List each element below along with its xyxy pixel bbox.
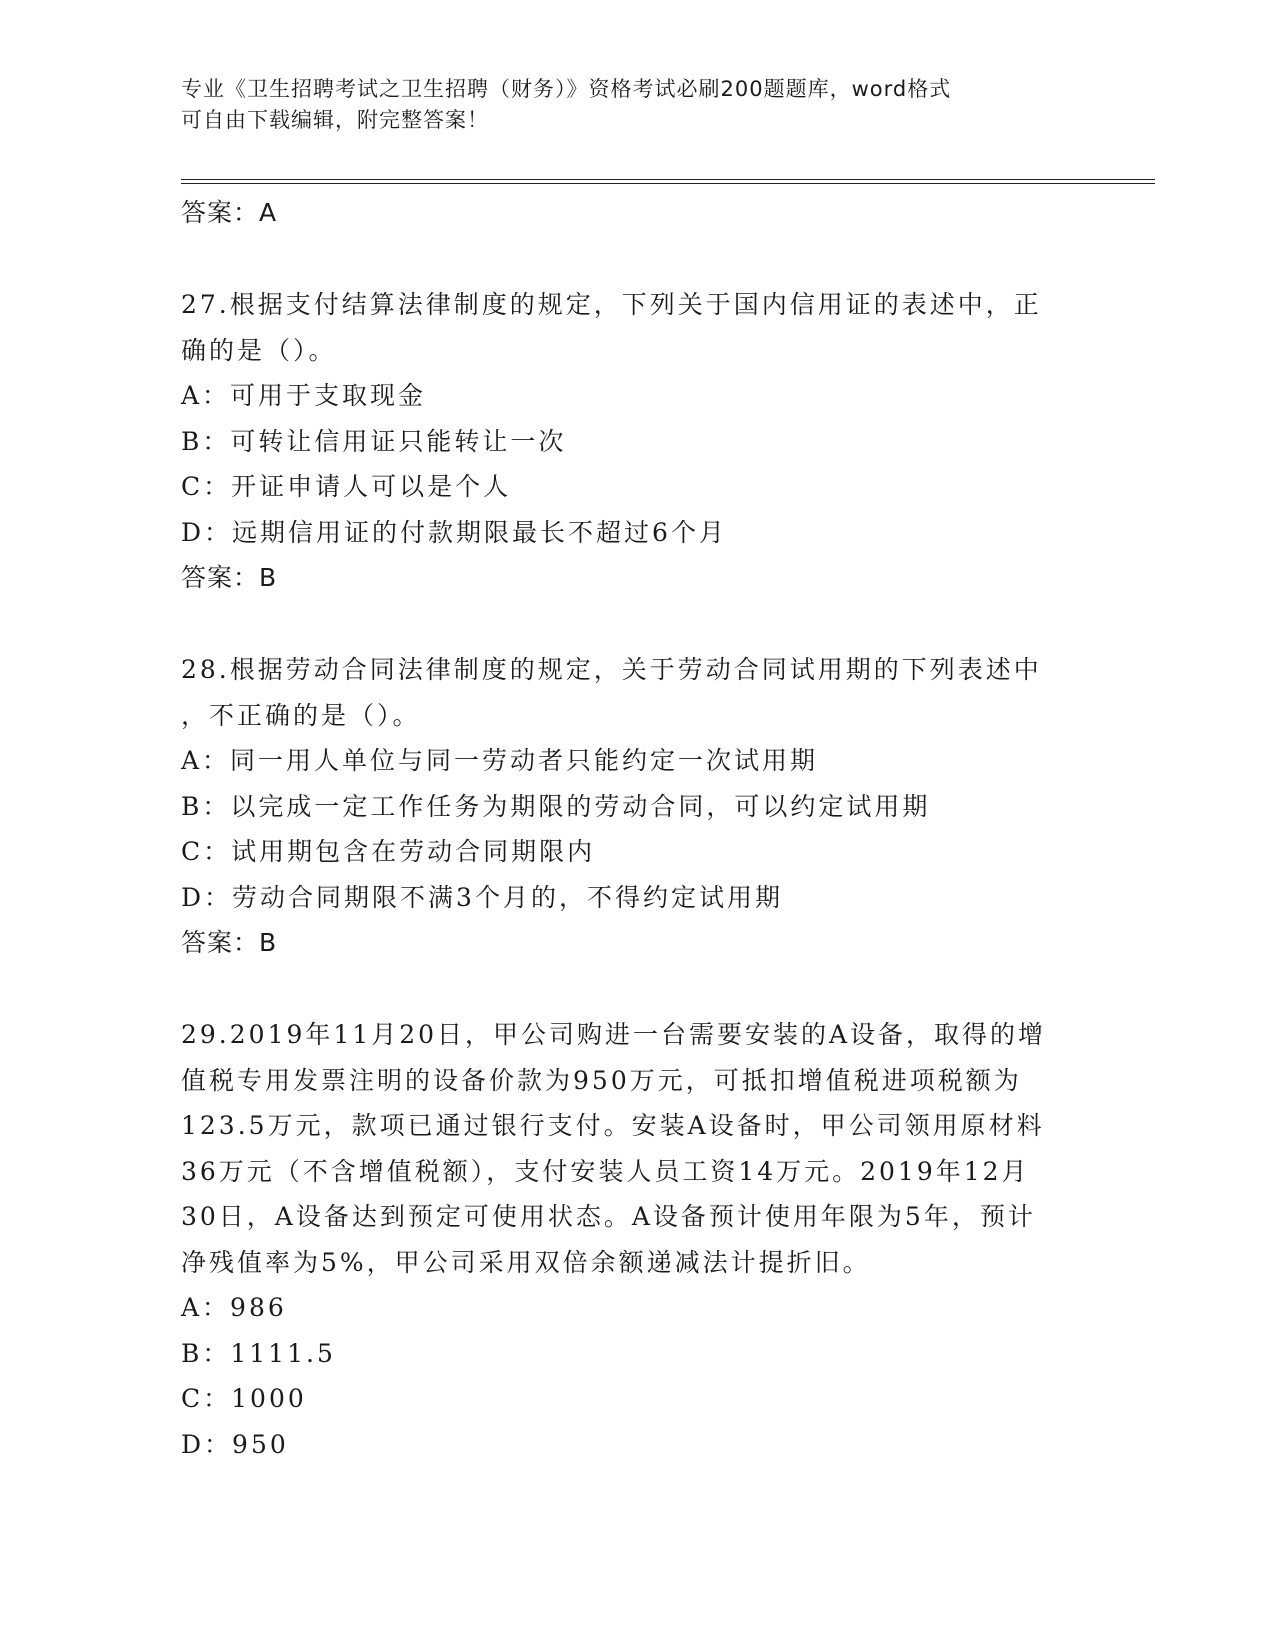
option-a: A：可用于支取现金: [181, 381, 427, 410]
question-text-line: 28.根据劳动合同法律制度的规定，关于劳动合同试用期的下列表述中: [181, 655, 1042, 684]
answer-line: 答案：B: [181, 563, 278, 592]
header-divider: [181, 179, 1155, 184]
answer-line: 答案：A: [181, 198, 278, 227]
question-text-line: 29.2019年11月20日，甲公司购进一台需要安装的A设备，取得的增: [181, 1020, 1047, 1049]
question-text-line: 净残值率为5%，甲公司采用双倍余额递减法计提折旧。: [181, 1247, 871, 1277]
option-b: B：以完成一定工作任务为期限的劳动合同，可以约定试用期: [181, 791, 931, 821]
option-b: B：1111.5: [181, 1338, 336, 1368]
option-a: A：986: [181, 1293, 287, 1322]
header-line-1: 专业《卫生招聘考试之卫生招聘（财务）》资格考试必刷200题题库，word格式: [181, 77, 952, 101]
document-header: [181, 74, 1061, 136]
question-27: [181, 282, 1081, 601]
option-c: C：开证申请人可以是个人: [181, 472, 512, 501]
question-28: [181, 647, 1081, 966]
option-d: D：劳动合同期限不满3个月的，不得约定试用期: [181, 882, 783, 912]
spacer: [181, 601, 1081, 647]
question-list: [181, 190, 1081, 1467]
option-b: B：可转让信用证只能转让一次: [181, 426, 567, 456]
option-c: C：试用期包含在劳动合同期限内: [181, 837, 596, 866]
option-a: A：同一用人单位与同一劳动者只能约定一次试用期: [181, 746, 819, 775]
question-text-line: 值税专用发票注明的设备价款为950万元，可抵扣增值税进项税额为: [181, 1065, 1022, 1095]
question-29: [181, 1012, 1081, 1467]
spacer: [181, 966, 1081, 1012]
option-c: C：1000: [181, 1384, 307, 1413]
question-text-line: 30日，A设备达到预定可使用状态。A设备预计使用年限为5年，预计: [181, 1202, 1036, 1231]
spacer: [181, 236, 1081, 282]
question-text-line: 27.根据支付结算法律制度的规定，下列关于国内信用证的表述中，正: [181, 290, 1042, 319]
option-d: D：远期信用证的付款期限最长不超过6个月: [181, 517, 727, 547]
question-text-line: 确的是（）。: [181, 335, 337, 365]
answer-line: 答案：B: [181, 928, 278, 957]
question-text-line: ，不正确的是（）。: [181, 700, 421, 730]
option-d: D：950: [181, 1429, 289, 1459]
header-line-2: 可自由下载编辑，附完整答案！: [181, 108, 489, 132]
question-text-line: 36万元（不含增值税额），支付安装人员工资14万元。2019年12月: [181, 1156, 1030, 1186]
question-text-line: 123.5万元，款项已通过银行支付。安装A设备时，甲公司领用原材料: [181, 1111, 1045, 1140]
